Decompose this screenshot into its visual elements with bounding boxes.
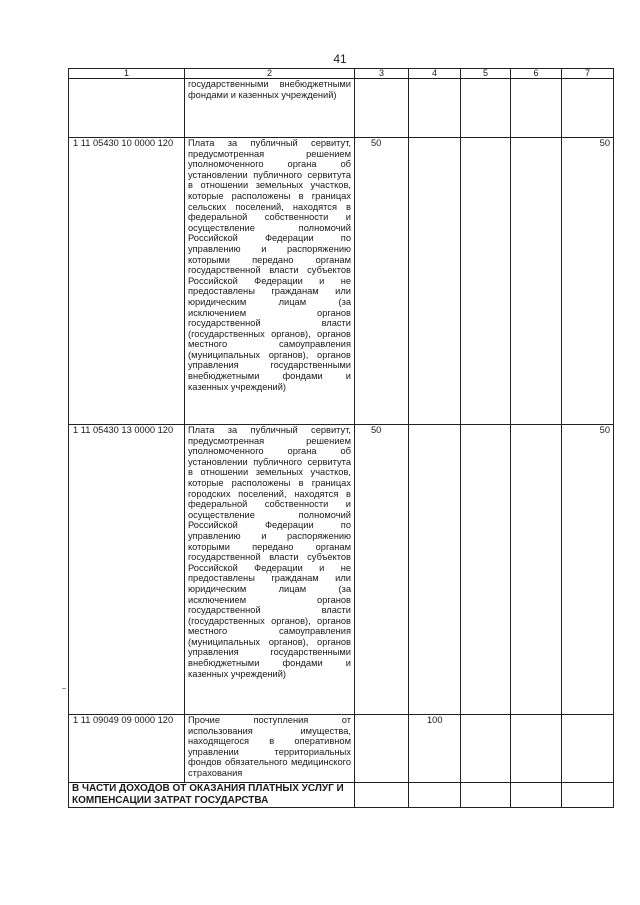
row-col-4 <box>409 79 461 138</box>
row-code: 1 11 05430 10 0000 120 <box>69 138 185 425</box>
header-col-2: 2 <box>185 69 355 79</box>
scan-mark <box>62 688 66 689</box>
row-col-6 <box>511 715 562 783</box>
header-col-5: 5 <box>461 69 511 79</box>
row-description: государственными внебюджетными фондами и казенных учреждений) <box>185 79 355 138</box>
section-col-6 <box>511 783 562 808</box>
row-col-7: 50 <box>562 138 614 425</box>
row-col-7: 50 <box>562 425 614 715</box>
row-description: Прочие поступления от использования имущества, находящегося в оперативном управлении территориальных фондов обязательного медицинского страхования <box>185 715 355 783</box>
row-col-4 <box>409 425 461 715</box>
section-col-5 <box>461 783 511 808</box>
row-col-7 <box>562 715 614 783</box>
header-col-4: 4 <box>409 69 461 79</box>
section-col-7 <box>562 783 614 808</box>
row-col-6 <box>511 425 562 715</box>
table-row <box>69 715 614 783</box>
row-code: 1 11 09049 09 0000 120 <box>69 715 185 783</box>
row-col-3: 50 <box>355 425 409 715</box>
section-title: В ЧАСТИ ДОХОДОВ ОТ ОКАЗАНИЯ ПЛАТНЫХ УСЛУГ И КОМПЕНСАЦИИ ЗАТРАТ ГОСУДАРСТВА <box>69 783 355 808</box>
header-col-6: 6 <box>511 69 562 79</box>
table-header-row <box>69 69 614 79</box>
row-code <box>69 79 185 138</box>
table-row <box>69 79 614 138</box>
table-row <box>69 138 614 425</box>
header-col-7: 7 <box>562 69 614 79</box>
row-col-3 <box>355 715 409 783</box>
row-code: 1 11 05430 13 0000 120 <box>69 425 185 715</box>
row-col-5 <box>461 425 511 715</box>
row-col-4: 100 <box>409 715 461 783</box>
row-col-5 <box>461 715 511 783</box>
section-row <box>69 783 614 808</box>
page-number: 41 <box>333 52 347 66</box>
row-description: Плата за публичный сервитут, предусмотренная решением уполномоченного органа об установлении публичного сервитута в отношении земельных участков, которые расположены в границах сельских поселений, находятся в федеральной собственности и осуществление полномочий Российской Федерации по управлению и распоряжению которыми передано органам государственной власти субъектов Российской Федерации и не предоставлены гражданам или юридическим лицам (за исключением органов государственной власти (государственных органов), органов местного самоуправления (муниципальных органов), органов управления государственными внебюджетными фондами и казенных учреждений) <box>185 138 355 425</box>
section-col-3 <box>355 783 409 808</box>
row-col-7 <box>562 79 614 138</box>
row-col-6 <box>511 138 562 425</box>
row-col-4 <box>409 138 461 425</box>
table-row <box>69 425 614 715</box>
section-col-4 <box>409 783 461 808</box>
row-col-5 <box>461 79 511 138</box>
row-col-3 <box>355 79 409 138</box>
header-col-3: 3 <box>355 69 409 79</box>
revenue-table <box>68 68 614 808</box>
row-col-3: 50 <box>355 138 409 425</box>
row-col-6 <box>511 79 562 138</box>
row-col-5 <box>461 138 511 425</box>
row-description: Плата за публичный сервитут, предусмотренная решением уполномоченного органа об установлении публичного сервитута в отношении земельных участков, которые расположены в границах городских поселений, находятся в федеральной собственности и осуществление полномочий Российской Федерации по управлению и распоряжению которыми передано органам государственной власти субъектов Российской Федерации и не предоставлены гражданам или юридическим лицам (за исключением органов государственной власти (государственных органов), органов местного самоуправления (муниципальных органов), органов управления государственными внебюджетными фондами и казенных учреждений) <box>185 425 355 715</box>
header-col-1: 1 <box>69 69 185 79</box>
